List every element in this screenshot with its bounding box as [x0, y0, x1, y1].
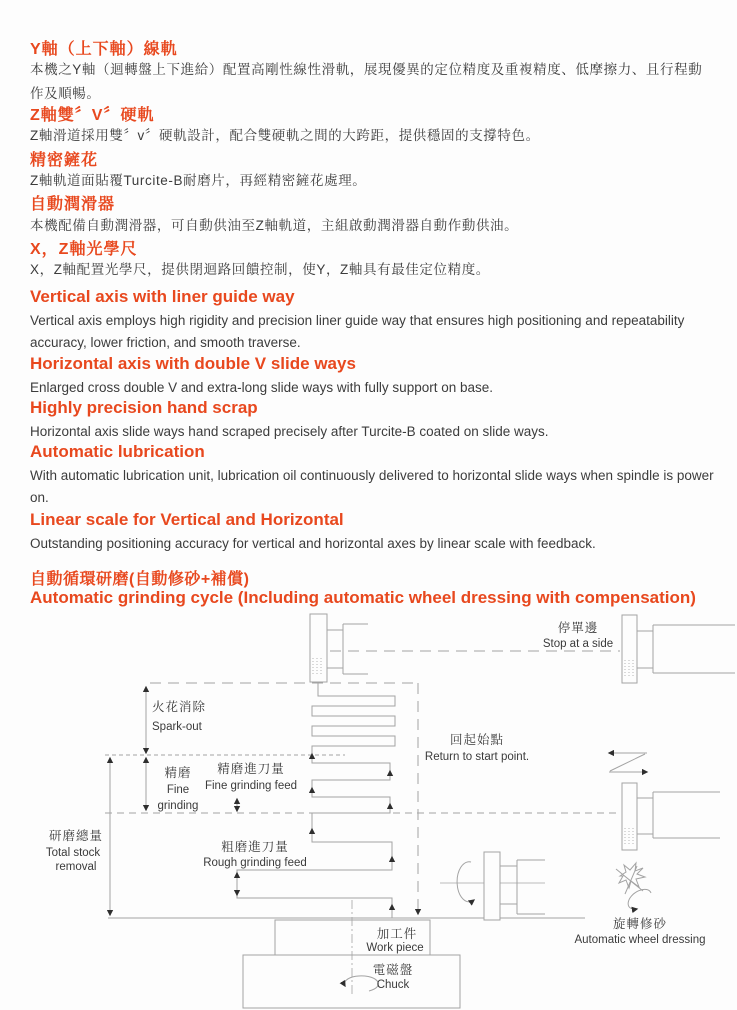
section-heading-en-lube: Automatic lubrication	[30, 442, 205, 461]
label-rough-feed-zh: 粗磨進刀量	[221, 840, 289, 854]
label-rough-feed-en: Rough grinding feed	[203, 857, 307, 869]
grinding-cycle-diagram	[0, 610, 737, 1010]
label-total-en1: Total stock	[45, 847, 101, 859]
grinding-wheel-side-icon	[440, 852, 545, 920]
label-fine-feed-zh: 精磨進刀量	[217, 762, 285, 776]
section-body-zh-y-axis: 本機之Y軸（迴轉盤上下進給）配置高剛性線性滑軌，展現優異的定位精度及重複精度、低摩擦力、且行程動作及順暢。	[30, 62, 703, 101]
section-heading-en-scale: Linear scale for Vertical and Horizontal	[30, 510, 344, 529]
label-return-en: Return to start point.	[424, 751, 530, 763]
label-fine-en2: grinding	[157, 800, 199, 812]
label-return-zh: 回起始點	[449, 733, 505, 747]
label-stop-en: Stop at a side	[542, 638, 614, 650]
label-work-piece-zh: 加工件	[376, 927, 418, 941]
section-heading-zh-z-axis: Z軸雙〞V〞硬軌	[30, 107, 155, 124]
section-body-zh-scale: X，Z軸配置光學尺，提供閉迴路回饋控制，使Y，Z軸具有最佳定位精度。	[30, 262, 490, 277]
grinding-wheel-front-left-icon	[310, 614, 368, 682]
section-body-zh-z-axis: Z軸滑道採用雙〞v〞硬軌設計，配合雙硬軌之間的大跨距，提供穩固的支撐特色。	[30, 128, 540, 143]
infeed-arrows	[312, 754, 392, 916]
section-body-zh-lube: 本機配備自動潤滑器，可自動供油至Z軸軌道，主組啟動潤滑器自動作動供油。	[30, 218, 519, 233]
section-body-en-handscrap: Horizontal axis slide ways hand scraped precisely after Turcite-B coated on slide ways.	[30, 424, 549, 439]
cycle-heading-en: Automatic grinding cycle (Including automatic wheel dressing with compensation)	[30, 588, 696, 607]
section-heading-en-vertical: Vertical axis with liner guide way	[30, 287, 295, 306]
traverse-zigzag-icon	[609, 753, 647, 772]
section-body-en-horizontal: Enlarged cross double V and extra-long slide ways with fully support on base.	[30, 380, 494, 395]
cycle-heading-zh: 自動循環研磨(自動修砂+補償)	[30, 571, 250, 588]
section-heading-zh-scale: X，Z軸光學尺	[30, 241, 138, 258]
section-body-en-lube: With automatic lubrication unit, lubrication oil continuously delivered to horizontal slide ways when spindle is power on.	[30, 468, 714, 505]
grinding-wheel-front-right-icon	[622, 615, 735, 683]
section-body-en-vertical: Vertical axis employs high rigidity and precision liner guide way that ensures high positioning and repeatability accuracy, lower friction, and smooth traverse.	[30, 313, 685, 350]
section-heading-zh-lube: 自動潤滑器	[30, 196, 116, 213]
label-dressing-zh: 旋轉修砂	[612, 917, 668, 931]
label-dressing-en: Automatic wheel dressing	[574, 934, 706, 946]
label-work-piece-en: Work piece	[366, 942, 424, 954]
grinding-path	[237, 683, 395, 918]
section-body-en-scale: Outstanding positioning accuracy for vertical and horizontal axes by linear scale with feedback.	[30, 536, 596, 551]
section-body-zh-scraping: Z軸軌道面貼覆Turcite-B耐磨片，再經精密鏟花處理。	[30, 173, 367, 188]
label-spark-out-zh: 火花消除	[152, 700, 207, 714]
section-heading-en-handscrap: Highly precision hand scrap	[30, 398, 258, 417]
label-fine-feed-en: Fine grinding feed	[204, 780, 298, 792]
chuck-box	[243, 955, 460, 1008]
rotation-arrow	[457, 862, 474, 902]
grinding-wheel-front-lower-icon	[622, 783, 720, 850]
section-heading-zh-y-axis: Y軸（上下軸）線軌	[30, 41, 178, 58]
section-heading-en-horizontal: Horizontal axis with double V slide ways	[30, 354, 356, 373]
label-stop-zh: 停單邊	[557, 621, 599, 635]
label-fine-en1: Fine	[166, 784, 190, 796]
section-heading-zh-scraping: 精密鏟花	[30, 152, 99, 169]
label-total-en2: removal	[55, 861, 97, 873]
wheel-dressing-icon	[616, 863, 651, 909]
label-spark-out-en: Spark-out	[152, 721, 202, 733]
label-chuck-zh: 電磁盤	[372, 963, 414, 977]
label-fine-zh: 精磨	[164, 766, 192, 780]
label-chuck-en: Chuck	[376, 979, 410, 991]
label-total-zh: 研磨總量	[48, 829, 104, 843]
rotation-arrow	[628, 889, 651, 909]
